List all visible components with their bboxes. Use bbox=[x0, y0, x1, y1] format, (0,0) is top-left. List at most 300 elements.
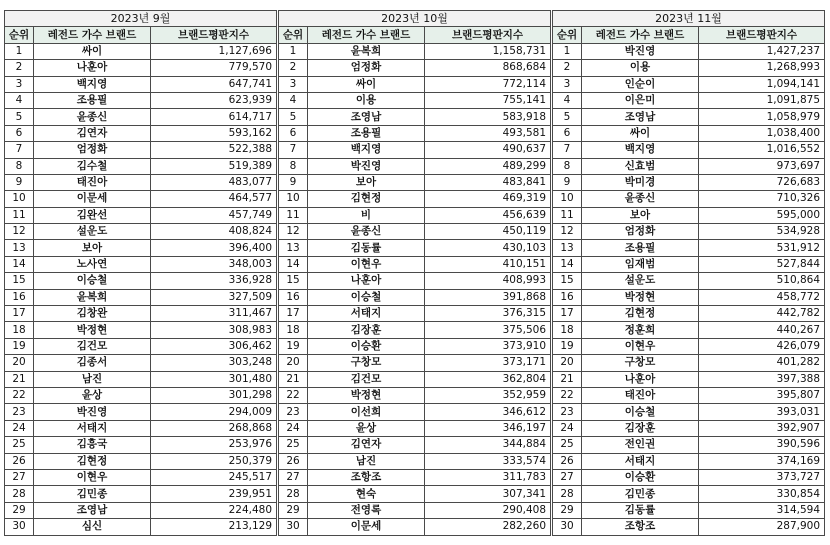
rank-cell: 25 bbox=[5, 437, 34, 453]
column-header-row bbox=[5, 27, 277, 43]
table-row bbox=[279, 306, 551, 322]
singer-name-cell: 백지영 bbox=[308, 142, 425, 158]
rank-cell: 25 bbox=[553, 437, 582, 453]
rank-cell: 9 bbox=[553, 174, 582, 190]
table-row bbox=[279, 174, 551, 190]
rank-cell: 26 bbox=[5, 453, 34, 469]
singer-name-cell: 윤종신 bbox=[308, 224, 425, 240]
table-row bbox=[279, 355, 551, 371]
table-row bbox=[553, 322, 825, 338]
month-table-panel bbox=[552, 10, 824, 536]
score-header: 브랜드평판지수 bbox=[151, 27, 277, 43]
score-cell: 973,697 bbox=[699, 158, 825, 174]
score-cell: 868,684 bbox=[425, 60, 551, 76]
rank-cell: 17 bbox=[5, 306, 34, 322]
singer-name-cell: 조항조 bbox=[582, 519, 699, 535]
rank-cell: 15 bbox=[5, 273, 34, 289]
table-row bbox=[5, 92, 277, 108]
rank-cell: 23 bbox=[553, 404, 582, 420]
rank-cell: 12 bbox=[553, 224, 582, 240]
table-row bbox=[5, 437, 277, 453]
table-row bbox=[5, 158, 277, 174]
score-cell: 464,577 bbox=[151, 191, 277, 207]
score-cell: 287,900 bbox=[699, 519, 825, 535]
score-cell: 519,389 bbox=[151, 158, 277, 174]
score-cell: 1,091,875 bbox=[699, 92, 825, 108]
month-header-row bbox=[5, 11, 277, 27]
table-row bbox=[553, 158, 825, 174]
rank-cell: 29 bbox=[5, 502, 34, 518]
score-cell: 352,959 bbox=[425, 387, 551, 403]
score-cell: 376,315 bbox=[425, 306, 551, 322]
rank-cell: 30 bbox=[553, 519, 582, 535]
score-cell: 374,169 bbox=[699, 453, 825, 469]
score-cell: 327,509 bbox=[151, 289, 277, 305]
singer-name-cell: 박진영 bbox=[308, 158, 425, 174]
rank-cell: 26 bbox=[279, 453, 308, 469]
score-cell: 314,594 bbox=[699, 502, 825, 518]
singer-name-cell: 노사연 bbox=[34, 256, 151, 272]
table-row bbox=[553, 289, 825, 305]
singer-name-cell: 정훈희 bbox=[582, 322, 699, 338]
rank-cell: 27 bbox=[553, 469, 582, 485]
singer-name-cell: 김현정 bbox=[308, 191, 425, 207]
singer-name-cell: 이승철 bbox=[308, 289, 425, 305]
singer-name-cell: 이용 bbox=[582, 60, 699, 76]
score-cell: 346,197 bbox=[425, 420, 551, 436]
singer-name-cell: 김장훈 bbox=[308, 322, 425, 338]
singer-name-cell: 싸이 bbox=[34, 43, 151, 59]
rank-cell: 14 bbox=[553, 256, 582, 272]
singer-name-cell: 엄정화 bbox=[34, 142, 151, 158]
singer-name-cell: 조영남 bbox=[582, 109, 699, 125]
rank-cell: 12 bbox=[5, 224, 34, 240]
table-row bbox=[553, 371, 825, 387]
singer-name-cell: 이승환 bbox=[582, 469, 699, 485]
singer-name-cell: 김민종 bbox=[34, 486, 151, 502]
column-header-row bbox=[279, 27, 551, 43]
table-row bbox=[279, 519, 551, 535]
month-header-row bbox=[553, 11, 825, 27]
singer-name-cell: 박정현 bbox=[34, 322, 151, 338]
singer-name-cell: 이선희 bbox=[308, 404, 425, 420]
rank-cell: 30 bbox=[279, 519, 308, 535]
table-row bbox=[5, 322, 277, 338]
rank-cell: 4 bbox=[5, 92, 34, 108]
table-row bbox=[279, 371, 551, 387]
singer-name-cell: 이문세 bbox=[308, 519, 425, 535]
singer-name-cell: 윤종신 bbox=[582, 191, 699, 207]
table-row bbox=[279, 338, 551, 354]
ranking-table bbox=[552, 10, 825, 536]
rank-cell: 20 bbox=[553, 355, 582, 371]
table-row bbox=[553, 453, 825, 469]
rank-cell: 4 bbox=[279, 92, 308, 108]
table-row bbox=[279, 224, 551, 240]
score-cell: 755,141 bbox=[425, 92, 551, 108]
table-row bbox=[5, 109, 277, 125]
singer-name-cell: 김동률 bbox=[308, 240, 425, 256]
score-cell: 253,976 bbox=[151, 437, 277, 453]
singer-name-cell: 싸이 bbox=[308, 76, 425, 92]
singer-name-cell: 김창완 bbox=[34, 306, 151, 322]
rank-cell: 20 bbox=[5, 355, 34, 371]
rank-cell: 21 bbox=[5, 371, 34, 387]
table-row bbox=[5, 60, 277, 76]
month-table-panel bbox=[4, 10, 276, 536]
rank-cell: 15 bbox=[553, 273, 582, 289]
table-row bbox=[279, 502, 551, 518]
table-row bbox=[279, 322, 551, 338]
singer-name-cell: 김건모 bbox=[34, 338, 151, 354]
table-row bbox=[553, 76, 825, 92]
rank-cell: 28 bbox=[553, 486, 582, 502]
rank-cell: 18 bbox=[279, 322, 308, 338]
table-row bbox=[553, 420, 825, 436]
rank-cell: 13 bbox=[279, 240, 308, 256]
table-row bbox=[5, 207, 277, 223]
table-row bbox=[5, 240, 277, 256]
rank-cell: 29 bbox=[279, 502, 308, 518]
singer-name-cell: 김현정 bbox=[34, 453, 151, 469]
score-cell: 290,408 bbox=[425, 502, 551, 518]
singer-name-cell: 엄정화 bbox=[308, 60, 425, 76]
singer-name-cell: 윤상 bbox=[308, 420, 425, 436]
table-row bbox=[279, 92, 551, 108]
score-cell: 1,127,696 bbox=[151, 43, 277, 59]
score-cell: 307,341 bbox=[425, 486, 551, 502]
singer-name-cell: 구창모 bbox=[582, 355, 699, 371]
rank-cell: 23 bbox=[279, 404, 308, 420]
table-row bbox=[279, 43, 551, 59]
singer-name-cell: 보아 bbox=[34, 240, 151, 256]
score-cell: 614,717 bbox=[151, 109, 277, 125]
table-row bbox=[553, 387, 825, 403]
singer-name-cell: 인순이 bbox=[582, 76, 699, 92]
table-row bbox=[279, 125, 551, 141]
table-row bbox=[279, 404, 551, 420]
score-cell: 458,772 bbox=[699, 289, 825, 305]
table-row bbox=[553, 43, 825, 59]
rank-cell: 2 bbox=[5, 60, 34, 76]
score-cell: 336,928 bbox=[151, 273, 277, 289]
rank-cell: 6 bbox=[279, 125, 308, 141]
rank-cell: 1 bbox=[5, 43, 34, 59]
table-row bbox=[279, 453, 551, 469]
score-cell: 534,928 bbox=[699, 224, 825, 240]
singer-name-cell: 이현우 bbox=[34, 469, 151, 485]
score-cell: 301,480 bbox=[151, 371, 277, 387]
rank-cell: 18 bbox=[5, 322, 34, 338]
brand-header: 레전드 가수 브랜드 bbox=[308, 27, 425, 43]
rank-cell: 6 bbox=[5, 125, 34, 141]
rank-cell: 21 bbox=[279, 371, 308, 387]
table-row bbox=[553, 60, 825, 76]
brand-header: 레전드 가수 브랜드 bbox=[34, 27, 151, 43]
rank-cell: 12 bbox=[279, 224, 308, 240]
table-row bbox=[279, 256, 551, 272]
table-row bbox=[553, 355, 825, 371]
singer-name-cell: 김수철 bbox=[34, 158, 151, 174]
rank-header: 순위 bbox=[553, 27, 582, 43]
score-cell: 268,868 bbox=[151, 420, 277, 436]
rank-cell: 5 bbox=[279, 109, 308, 125]
score-cell: 1,016,552 bbox=[699, 142, 825, 158]
rank-cell: 1 bbox=[553, 43, 582, 59]
singer-name-cell: 이승철 bbox=[582, 404, 699, 420]
singer-name-cell: 윤상 bbox=[34, 387, 151, 403]
table-row bbox=[553, 240, 825, 256]
rank-cell: 1 bbox=[279, 43, 308, 59]
rank-cell: 28 bbox=[5, 486, 34, 502]
month-header-row bbox=[279, 11, 551, 27]
score-cell: 344,884 bbox=[425, 437, 551, 453]
singer-name-cell: 보아 bbox=[308, 174, 425, 190]
singer-name-cell: 조용필 bbox=[308, 125, 425, 141]
rank-cell: 2 bbox=[553, 60, 582, 76]
rank-cell: 11 bbox=[279, 207, 308, 223]
singer-name-cell: 김연자 bbox=[308, 437, 425, 453]
rank-cell: 30 bbox=[5, 519, 34, 535]
table-row bbox=[279, 191, 551, 207]
rank-cell: 18 bbox=[553, 322, 582, 338]
score-cell: 779,570 bbox=[151, 60, 277, 76]
score-cell: 531,912 bbox=[699, 240, 825, 256]
score-cell: 1,094,141 bbox=[699, 76, 825, 92]
table-row bbox=[553, 502, 825, 518]
singer-name-cell: 김민종 bbox=[582, 486, 699, 502]
table-row bbox=[553, 191, 825, 207]
singer-name-cell: 심신 bbox=[34, 519, 151, 535]
score-cell: 397,388 bbox=[699, 371, 825, 387]
rank-cell: 5 bbox=[553, 109, 582, 125]
table-row bbox=[5, 404, 277, 420]
table-row bbox=[5, 174, 277, 190]
table-row bbox=[553, 338, 825, 354]
table-row bbox=[553, 109, 825, 125]
brand-header: 레전드 가수 브랜드 bbox=[582, 27, 699, 43]
score-cell: 282,260 bbox=[425, 519, 551, 535]
score-cell: 1,268,993 bbox=[699, 60, 825, 76]
singer-name-cell: 전영록 bbox=[308, 502, 425, 518]
table-row bbox=[553, 142, 825, 158]
score-cell: 213,129 bbox=[151, 519, 277, 535]
score-cell: 1,058,979 bbox=[699, 109, 825, 125]
table-row bbox=[279, 240, 551, 256]
rank-cell: 25 bbox=[279, 437, 308, 453]
score-cell: 595,000 bbox=[699, 207, 825, 223]
month-title: 2023년 11월 bbox=[553, 11, 825, 27]
singer-name-cell: 김건모 bbox=[308, 371, 425, 387]
table-row bbox=[5, 125, 277, 141]
score-cell: 250,379 bbox=[151, 453, 277, 469]
rank-cell: 19 bbox=[553, 338, 582, 354]
singer-name-cell: 전인권 bbox=[582, 437, 699, 453]
table-row bbox=[5, 469, 277, 485]
singer-name-cell: 신효범 bbox=[582, 158, 699, 174]
score-cell: 395,807 bbox=[699, 387, 825, 403]
table-row bbox=[5, 371, 277, 387]
rank-cell: 8 bbox=[553, 158, 582, 174]
score-cell: 483,077 bbox=[151, 174, 277, 190]
rank-cell: 5 bbox=[5, 109, 34, 125]
singer-name-cell: 보아 bbox=[582, 207, 699, 223]
score-cell: 392,907 bbox=[699, 420, 825, 436]
score-header: 브랜드평판지수 bbox=[425, 27, 551, 43]
table-row bbox=[279, 437, 551, 453]
singer-name-cell: 김흥국 bbox=[34, 437, 151, 453]
score-cell: 373,910 bbox=[425, 338, 551, 354]
score-cell: 772,114 bbox=[425, 76, 551, 92]
table-row bbox=[5, 76, 277, 92]
rank-cell: 24 bbox=[5, 420, 34, 436]
singer-name-cell: 윤복희 bbox=[34, 289, 151, 305]
table-row bbox=[279, 469, 551, 485]
rank-cell: 13 bbox=[5, 240, 34, 256]
table-row bbox=[553, 273, 825, 289]
score-cell: 301,298 bbox=[151, 387, 277, 403]
table-row bbox=[5, 502, 277, 518]
score-cell: 522,388 bbox=[151, 142, 277, 158]
score-cell: 440,267 bbox=[699, 322, 825, 338]
table-row bbox=[5, 519, 277, 535]
score-cell: 330,854 bbox=[699, 486, 825, 502]
month-title: 2023년 10월 bbox=[279, 11, 551, 27]
singer-name-cell: 설운도 bbox=[582, 273, 699, 289]
singer-name-cell: 박미경 bbox=[582, 174, 699, 190]
rank-cell: 17 bbox=[279, 306, 308, 322]
rank-cell: 10 bbox=[5, 191, 34, 207]
singer-name-cell: 서태지 bbox=[308, 306, 425, 322]
rank-cell: 20 bbox=[279, 355, 308, 371]
score-cell: 333,574 bbox=[425, 453, 551, 469]
rank-cell: 17 bbox=[553, 306, 582, 322]
rank-cell: 24 bbox=[553, 420, 582, 436]
singer-name-cell: 박진영 bbox=[34, 404, 151, 420]
table-row bbox=[279, 60, 551, 76]
score-cell: 426,079 bbox=[699, 338, 825, 354]
rank-cell: 3 bbox=[553, 76, 582, 92]
rank-cell: 22 bbox=[553, 387, 582, 403]
score-cell: 647,741 bbox=[151, 76, 277, 92]
score-cell: 393,031 bbox=[699, 404, 825, 420]
singer-name-cell: 임재범 bbox=[582, 256, 699, 272]
table-row bbox=[5, 338, 277, 354]
score-cell: 490,637 bbox=[425, 142, 551, 158]
score-cell: 362,804 bbox=[425, 371, 551, 387]
score-cell: 430,103 bbox=[425, 240, 551, 256]
rank-cell: 14 bbox=[5, 256, 34, 272]
score-cell: 469,319 bbox=[425, 191, 551, 207]
singer-name-cell: 구창모 bbox=[308, 355, 425, 371]
score-cell: 1,158,731 bbox=[425, 43, 551, 59]
table-row bbox=[5, 306, 277, 322]
table-row bbox=[5, 256, 277, 272]
rank-cell: 22 bbox=[279, 387, 308, 403]
rank-cell: 3 bbox=[5, 76, 34, 92]
rank-cell: 28 bbox=[279, 486, 308, 502]
singer-name-cell: 설운도 bbox=[34, 224, 151, 240]
singer-name-cell: 싸이 bbox=[582, 125, 699, 141]
singer-name-cell: 비 bbox=[308, 207, 425, 223]
rank-cell: 10 bbox=[553, 191, 582, 207]
table-row bbox=[279, 273, 551, 289]
singer-name-cell: 박정현 bbox=[308, 387, 425, 403]
rank-header: 순위 bbox=[5, 27, 34, 43]
table-row bbox=[553, 469, 825, 485]
score-cell: 311,783 bbox=[425, 469, 551, 485]
singer-name-cell: 김종서 bbox=[34, 355, 151, 371]
singer-name-cell: 남진 bbox=[34, 371, 151, 387]
singer-name-cell: 박정현 bbox=[582, 289, 699, 305]
table-row bbox=[279, 387, 551, 403]
table-row bbox=[5, 486, 277, 502]
rank-cell: 21 bbox=[553, 371, 582, 387]
rank-cell: 3 bbox=[279, 76, 308, 92]
singer-name-cell: 남진 bbox=[308, 453, 425, 469]
table-row bbox=[553, 224, 825, 240]
score-cell: 373,171 bbox=[425, 355, 551, 371]
month-table-panel bbox=[278, 10, 550, 536]
singer-name-cell: 김연자 bbox=[34, 125, 151, 141]
rank-cell: 13 bbox=[553, 240, 582, 256]
score-cell: 593,162 bbox=[151, 125, 277, 141]
rank-cell: 24 bbox=[279, 420, 308, 436]
score-cell: 583,918 bbox=[425, 109, 551, 125]
score-cell: 348,003 bbox=[151, 256, 277, 272]
rank-cell: 14 bbox=[279, 256, 308, 272]
score-cell: 510,864 bbox=[699, 273, 825, 289]
singer-name-cell: 이승철 bbox=[34, 273, 151, 289]
table-row bbox=[279, 420, 551, 436]
score-header: 브랜드평판지수 bbox=[699, 27, 825, 43]
score-cell: 239,951 bbox=[151, 486, 277, 502]
rank-cell: 7 bbox=[553, 142, 582, 158]
singer-name-cell: 엄정화 bbox=[582, 224, 699, 240]
score-cell: 710,326 bbox=[699, 191, 825, 207]
rank-cell: 6 bbox=[553, 125, 582, 141]
score-cell: 489,299 bbox=[425, 158, 551, 174]
score-cell: 346,612 bbox=[425, 404, 551, 420]
rank-cell: 4 bbox=[553, 92, 582, 108]
rank-cell: 16 bbox=[553, 289, 582, 305]
table-row bbox=[553, 306, 825, 322]
table-row bbox=[279, 207, 551, 223]
table-row bbox=[553, 256, 825, 272]
table-row bbox=[279, 289, 551, 305]
singer-name-cell: 이현우 bbox=[308, 256, 425, 272]
table-row bbox=[279, 76, 551, 92]
table-row bbox=[553, 92, 825, 108]
singer-name-cell: 현숙 bbox=[308, 486, 425, 502]
table-row bbox=[279, 158, 551, 174]
singer-name-cell: 이현우 bbox=[582, 338, 699, 354]
rank-cell: 26 bbox=[553, 453, 582, 469]
singer-name-cell: 이문세 bbox=[34, 191, 151, 207]
score-cell: 483,841 bbox=[425, 174, 551, 190]
rank-cell: 19 bbox=[5, 338, 34, 354]
table-row bbox=[553, 519, 825, 535]
table-row bbox=[553, 404, 825, 420]
table-row bbox=[553, 486, 825, 502]
singer-name-cell: 김장훈 bbox=[582, 420, 699, 436]
table-row bbox=[5, 43, 277, 59]
singer-name-cell: 이용 bbox=[308, 92, 425, 108]
score-cell: 527,844 bbox=[699, 256, 825, 272]
score-cell: 311,467 bbox=[151, 306, 277, 322]
score-cell: 306,462 bbox=[151, 338, 277, 354]
table-row bbox=[553, 437, 825, 453]
